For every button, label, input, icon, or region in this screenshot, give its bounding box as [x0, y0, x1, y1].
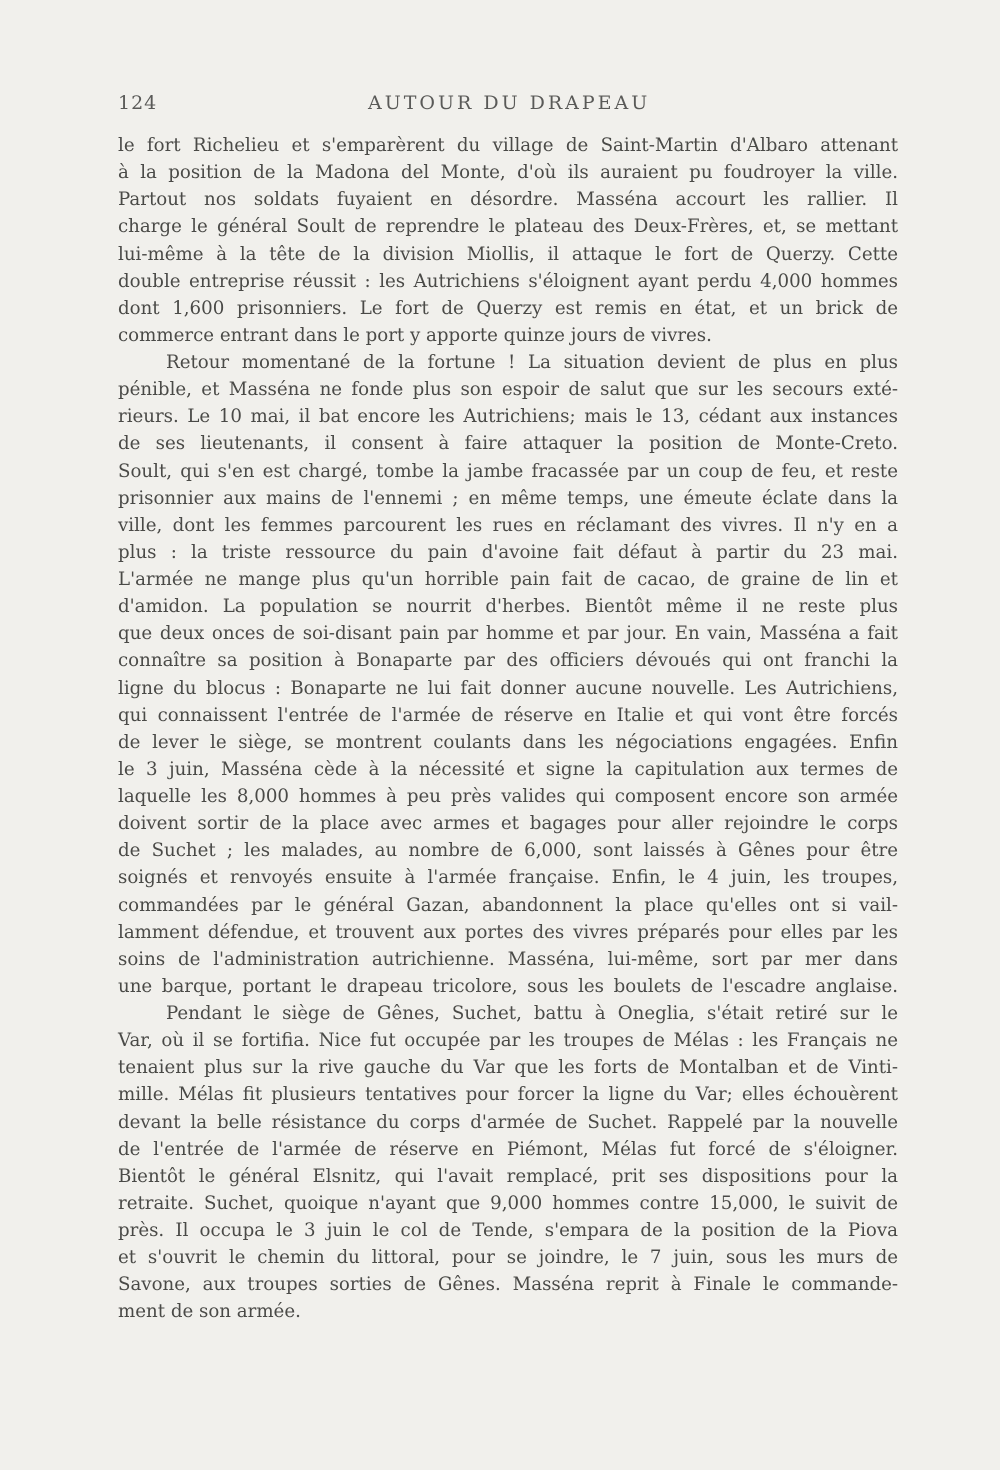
text-line: commerce entrant dans le port y apporte quinze jours de vivres.: [118, 324, 712, 346]
text-line: L'armée ne mange plus qu'un horrible pain fait de cacao, de graine de lin et: [118, 569, 898, 590]
text-line: commandées par le général Gazan, abandonnent la place qu'elles ont si vail-: [118, 894, 898, 916]
text-line: ligne du blocus : Bonaparte ne lui fait donner aucune nouvelle. Les Autrichiens,: [118, 677, 898, 699]
text-line: Retour momentané de la fortune ! La situation devient de plus en plus: [166, 352, 898, 373]
text-line: Savone, aux troupes sorties de Gênes. Masséna reprit à Finale le commande-: [118, 1274, 898, 1296]
text-line: le 3 juin, Masséna cède à la nécessité et signe la capitulation aux termes de: [118, 758, 898, 780]
text-line: soignés et renvoyés ensuite à l'armée française. Enfin, le 4 juin, les troupes,: [118, 867, 898, 889]
text-line: tenaient plus sur la rive gauche du Var que les forts de Montalban et de Vinti-: [118, 1057, 898, 1079]
text-line: prisonnier aux mains de l'ennemi ; en même temps, une émeute éclate dans la: [118, 487, 898, 509]
text-line: le fort Richelieu et s'emparèrent du village de Saint-Martin d'Albaro attenant: [118, 135, 898, 156]
text-line: de ses lieutenants, il consent à faire attaquer la position de Monte-Creto.: [118, 433, 898, 455]
text-line: retraite. Suchet, quoique n'ayant que 9,000 hommes contre 15,000, le suivit de: [118, 1192, 898, 1214]
text-line: près. Il occupa le 3 juin le col de Tende, s'empara de la position de la Piova: [118, 1220, 898, 1241]
text-line: de Suchet ; les malades, au nombre de 6,000, sont laissés à Gênes pour être: [118, 840, 898, 862]
text-line: pénible, et Masséna ne fonde plus son espoir de salut que sur les secours exté-: [118, 379, 898, 401]
text-line: devant la belle résistance du corps d'armée de Suchet. Rappelé par la nouvelle: [118, 1111, 898, 1133]
text-line: doivent sortir de la place avec armes et bagages pour aller rejoindre le corps: [118, 813, 898, 835]
text-line: rieurs. Le 10 mai, il bat encore les Autrichiens; mais le 13, cédant aux instances: [118, 406, 898, 428]
text-line: double entreprise réussit : les Autrichiens s'éloignent ayant perdu 4,000 hommes: [118, 270, 898, 292]
page-header: [118, 92, 898, 122]
text-line: qui connaissent l'entrée de l'armée de réserve en Italie et qui vont être forcés: [118, 704, 898, 726]
text-line: une barque, portant le drapeau tricolore, sous les boulets de l'escadre anglaise.: [118, 975, 898, 997]
text-line: dont 1,600 prisonniers. Le fort de Querzy est remis en état, et un brick de: [118, 297, 898, 319]
text-line: plus : la triste ressource du pain d'avoine fait défaut à partir du 23 mai.: [118, 541, 898, 563]
text-line: Var, où il se fortifia. Nice fut occupée par les troupes de Mélas : les Français ne: [118, 1030, 898, 1052]
text-line: soins de l'administration autrichienne. Masséna, lui-même, sort par mer dans: [118, 948, 898, 970]
text-line: ville, dont les femmes parcourent les rues en réclamant des vivres. Il n'y en a: [118, 514, 898, 536]
text-line: lui-même à la tête de la division Miollis, il attaque le fort de Querzy. Cette: [118, 243, 898, 265]
text-line: de l'entrée de l'armée de réserve en Piémont, Mélas fut forcé de s'éloigner.: [118, 1138, 898, 1160]
text-line: mille. Mélas fit plusieurs tentatives pour forcer la ligne du Var; elles échouèrent: [118, 1084, 898, 1106]
text-line: Bientôt le général Elsnitz, qui l'avait remplacé, prit ses dispositions pour la: [118, 1165, 898, 1187]
text-line: à la position de la Madona del Monte, d'où ils auraient pu foudroyer la ville.: [118, 162, 898, 184]
body-text: [118, 132, 898, 1326]
text-line: Soult, qui s'en est chargé, tombe la jambe fracassée par un coup de feu, et reste: [118, 460, 898, 482]
text-line: charge le général Soult de reprendre le plateau des Deux-Frères, et, se mettant: [118, 216, 898, 238]
text-line: que deux onces de soi-disant pain par homme et par jour. En vain, Masséna a fait: [118, 623, 898, 645]
text-line: connaître sa position à Bonaparte par des officiers dévoués qui ont franchi la: [118, 650, 898, 672]
running-head: AUTOUR DU DRAPEAU: [368, 92, 651, 114]
text-line: et s'ouvrit le chemin du littoral, pour se joindre, le 7 juin, sous les murs de: [118, 1247, 898, 1269]
text-line: de lever le siège, se montrent coulants dans les négociations engagées. Enfin: [118, 731, 898, 753]
page-number: 124: [118, 92, 158, 114]
text-line: ment de son armée.: [118, 1301, 301, 1323]
text-line: laquelle les 8,000 hommes à peu près valides qui composent encore son armée: [118, 786, 898, 807]
text-line: Pendant le siège de Gênes, Suchet, battu à Oneglia, s'était retiré sur le: [166, 1003, 898, 1024]
text-line: lamment défendue, et trouvent aux portes des vivres préparés pour elles par les: [118, 921, 898, 943]
text-line: d'amidon. La population se nourrit d'herbes. Bientôt même il ne reste plus: [118, 596, 898, 618]
text-line: Partout nos soldats fuyaient en désordre. Masséna accourt les rallier. Il: [118, 189, 898, 211]
